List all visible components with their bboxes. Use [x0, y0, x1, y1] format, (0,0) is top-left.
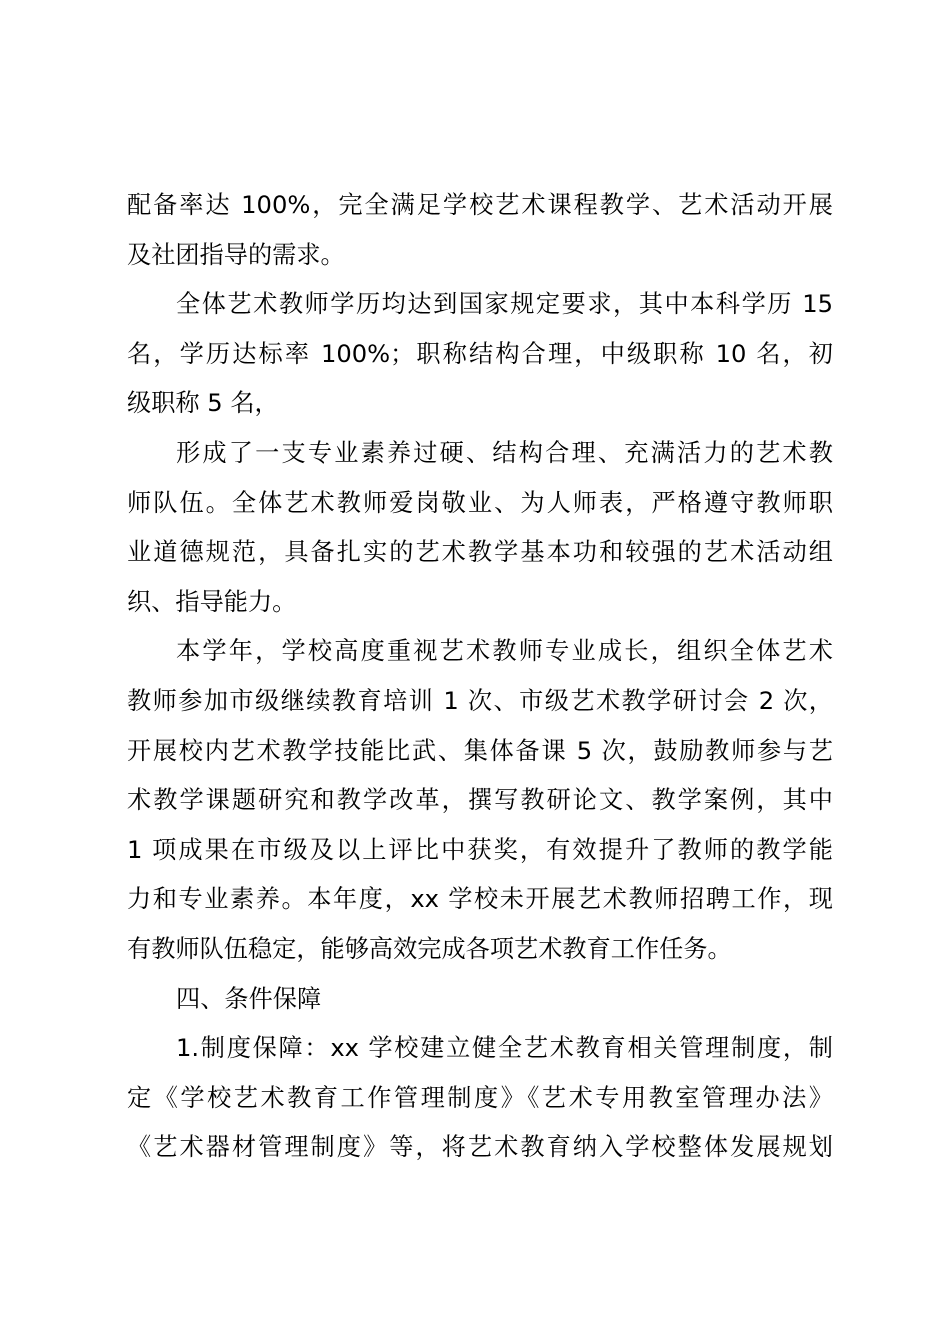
- paragraph-line: 级职称 5 名，: [127, 389, 279, 418]
- paragraph-line: 1.制度保障：xx 学校建立健全艺术教育相关管理制度，制: [176, 1034, 833, 1063]
- paragraph-line: 名，学历达标率 100%；职称结构合理，中级职称 10 名，初: [127, 339, 833, 368]
- paragraph-line: 配备率达 100%，完全满足学校艺术课程教学、艺术活动开展: [127, 191, 833, 219]
- paragraph-line: 力和专业素养。本年度，xx 学校未开展艺术教师招聘工作，现: [127, 885, 833, 914]
- paragraph-line: 教师参加市级继续教育培训 1 次、市级艺术教学研讨会 2 次，: [127, 686, 833, 715]
- paragraph-4: [127, 627, 833, 974]
- paragraph-line: 本学年，学校高度重视艺术教师专业成长，组织全体艺术: [176, 637, 833, 666]
- paragraph-line: 《艺术器材管理制度》等，将艺术教育纳入学校整体发展规划: [127, 1133, 833, 1162]
- section-heading-text: 四、条件保障: [176, 984, 322, 1013]
- paragraph-1: [127, 181, 833, 280]
- paragraph-5: [127, 1024, 833, 1173]
- paragraph-line: 定《学校艺术教育工作管理制度》《艺术专用教室管理办法》: [127, 1083, 833, 1112]
- paragraph-2: [127, 280, 833, 429]
- paragraph-line: 1 项成果在市级及以上评比中获奖，有效提升了教师的教学能: [127, 835, 833, 864]
- paragraph-line: 形成了一支专业素养过硬、结构合理、充满活力的艺术教: [176, 438, 833, 467]
- document-body: [127, 181, 833, 1173]
- paragraph-line: 织、指导能力。: [127, 587, 297, 616]
- paragraph-line: 术教学课题研究和教学改革，撰写教研论文、教学案例，其中: [127, 786, 833, 815]
- paragraph-line: 全体艺术教师学历均达到国家规定要求，其中本科学历 15: [176, 290, 833, 319]
- paragraph-line: 业道德规范，具备扎实的艺术教学基本功和较强的艺术活动组: [127, 538, 833, 567]
- paragraph-line: 有教师队伍稳定，能够高效完成各项艺术教育工作任务。: [127, 934, 732, 963]
- paragraph-line: 开展校内艺术教学技能比武、集体备课 5 次，鼓励教师参与艺: [127, 736, 833, 765]
- paragraph-3: [127, 429, 833, 627]
- paragraph-line: 及社团指导的需求。: [127, 240, 345, 269]
- section-heading: [127, 975, 833, 1025]
- paragraph-line: 师队伍。全体艺术教师爱岗敬业、为人师表，严格遵守教师职: [127, 488, 833, 517]
